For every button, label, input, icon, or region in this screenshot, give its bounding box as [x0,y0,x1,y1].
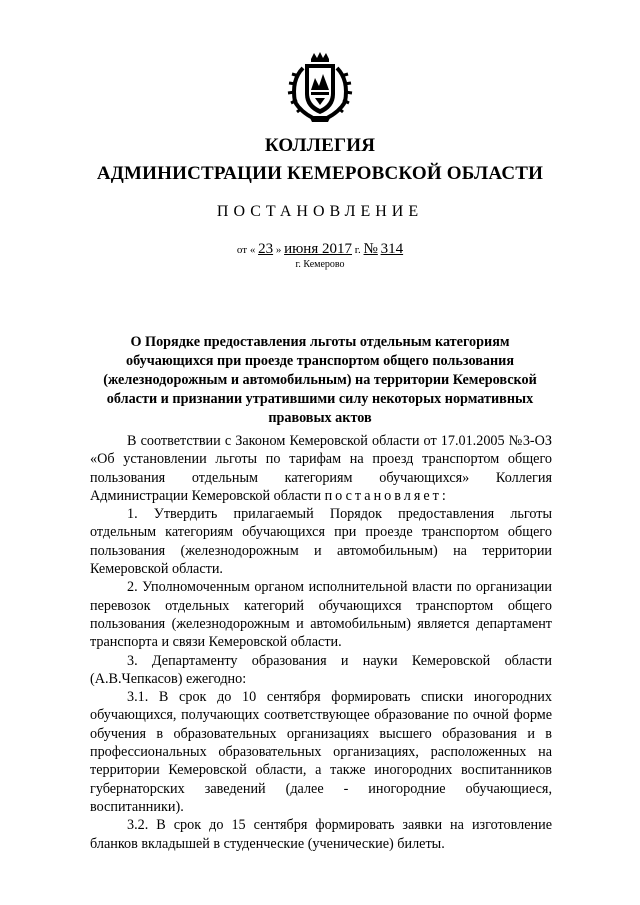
document-body [90,432,552,853]
date-prefix: от « [236,244,256,256]
date-day: 23 [258,241,274,257]
org-name-line1: КОЛЛЕГИЯ [264,135,376,156]
document-type: ПОСТАНОВЛЕНИЕ [216,203,424,220]
paragraph-3-2: 3.2. В срок до 15 сентября формировать заявки на изготовление бланков вкладышей в студенческие (ученические) билеты. [90,817,552,852]
date-suffix: г. [354,244,361,256]
date-mid: » [275,244,282,256]
paragraph-3: 3. Департаменту образования и науки Кемеровской области (А.В.Чепкасов) ежегодно: [90,652,552,687]
paragraph-2: 2. Уполномоченным органом исполнительной власти по организации перевозок отдельных категорий обучающихся транспортом общего пользования (железнодорожным и автомобильным) является департамент транспорта и связи Кемеровской области. [90,579,552,651]
number-prefix: № [363,241,378,257]
paragraph-1: 1. Утвердить прилагаемый Порядок предоставления льготы отдельным категориям обучающихся при проезде транспортом общего пользования (железнодорожным и автомобильным) на территории Кемеровской области. [90,506,552,578]
city: г. Кемерово [295,259,345,270]
paragraph-3-1: 3.1. В срок до 10 сентября формировать списки иногородних обучающихся, получающих соответствующее образование по очной форме обучения в образовательных организациях высшего образования и в профессиональных образовательных организациях, расположенных на территории Кемеровской области, а также иногородних воспитанников губернаторских заведений (далее - иногородние обучающиеся, воспитанники). [90,689,552,815]
date-line [0,241,640,258]
coat-of-arms-emblem-icon [283,50,357,126]
intro-paragraph [90,432,552,505]
document-number: 314 [380,241,404,257]
date-month-year: июня 2017 [284,241,352,257]
org-name-line2: АДМИНИСТРАЦИИ КЕМЕРОВСКОЙ ОБЛАСТИ [96,163,544,184]
document-title: О Порядке предоставления льготы отдельным категориям обучающихся при проезде транспортом общего пользования (железнодорожным и автомобильным) на территории Кемеровской области и признании утратившими силу некоторых нормативных правовых актов [103,334,537,426]
resolves-word: постановляет: [324,487,449,504]
intro-text: В соответствии с Законом Кемеровской области от 17.01.2005 №3-ОЗ «Об установлении льготы по тарифам на проезд транспортом общего пользования отдельным категориям обучающихся» Коллегия Администрации Кемеровской области [90,433,552,504]
